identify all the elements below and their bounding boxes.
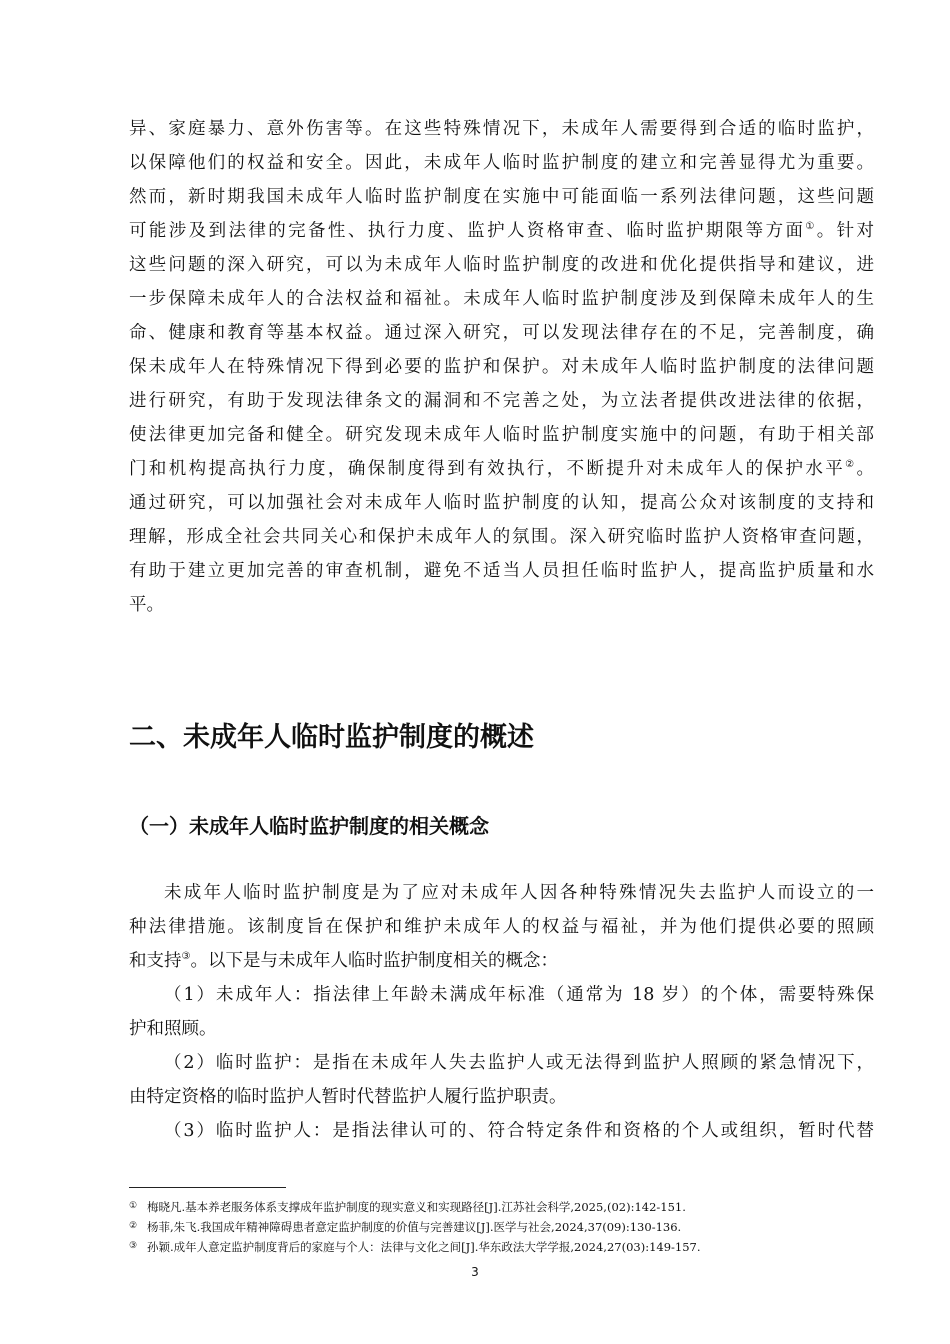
footnote-mark: ③	[129, 1241, 138, 1251]
footnote-ref-2[interactable]: ②	[845, 459, 857, 470]
line-text: 可能涉及到法律的完备性、执行力度、监护人资格审查、临时监护期限等方面	[129, 221, 806, 241]
section-heading: 二、未成年人临时监护制度的概述	[129, 722, 534, 753]
paragraph-line: 使法律更加完备和健全。研究发现未成年人临时监护制度实施中的问题，有助于相关部	[129, 425, 874, 445]
footnote-mark: ①	[129, 1201, 138, 1211]
line-text: 。以下是与未成年人临时监护制度相关的概念：	[190, 951, 558, 971]
paragraph-line: 未成年人临时监护制度是为了应对未成年人因各种特殊情况失去监护人而设立的一	[164, 883, 874, 903]
paragraph-line: 一步保障未成年人的合法权益和福祉。未成年人临时监护制度涉及到保障未成年人的生	[129, 289, 874, 309]
footnote-ref-1[interactable]: ①	[805, 221, 817, 232]
paragraph-line: 由特定资格的临时监护人暂时代替监护人履行监护职责。	[129, 1087, 567, 1107]
paragraph-line: 这些问题的深入研究，可以为未成年人临时监护制度的改进和优化提供指导和建议，进	[129, 255, 874, 275]
line-text: 。针对	[816, 221, 875, 241]
list-item: （2）临时监护：是指在未成年人失去监护人或无法得到监护人照顾的紧急情况下，	[164, 1053, 874, 1073]
footnote-text: 杨菲,朱飞.我国成年精神障碍患者意定监护制度的价值与完善建议[J].医学与社会,2024,37(09):130-136.	[147, 1220, 682, 1234]
paragraph-line	[129, 452, 874, 486]
paragraph-line: 进行研究，有助于发现法律条文的漏洞和不完善之处，为立法者提供改进法律的依据，	[129, 391, 874, 411]
footnote-mark: ②	[129, 1221, 138, 1231]
footnote-item	[129, 1216, 874, 1236]
page-number: 3	[471, 1265, 479, 1279]
subsection-heading: （一）未成年人临时监护制度的相关概念	[129, 814, 489, 838]
footnote-text: 梅晓凡.基本养老服务体系支撑成年监护制度的现实意义和实现路径[J].江苏社会科学,2025,(02):142-151.	[147, 1200, 686, 1214]
paragraph-line: 平。	[129, 595, 164, 615]
paragraph-line: 有助于建立更加完善的审查机制，避免不适当人员担任临时监护人，提高监护质量和水	[129, 561, 874, 581]
list-item: （3）临时监护人：是指法律认可的、符合特定条件和资格的个人或组织，暂时代替	[164, 1121, 874, 1141]
footnote-item	[129, 1236, 874, 1256]
line-text: 和支持	[129, 951, 182, 971]
line-text: 门和机构提高执行力度，确保制度得到有效执行，不断提升对未成年人的保护水平	[129, 459, 846, 479]
body-paragraph-1	[129, 112, 874, 622]
paragraph-line	[129, 214, 874, 248]
paragraph-line: 以保障他们的权益和安全。因此，未成年人临时监护制度的建立和完善显得尤为重要。	[129, 153, 874, 173]
paragraph-line: 理解，形成全社会共同关心和保护未成年人的氛围。深入研究临时监护人资格审查问题，	[129, 527, 874, 547]
line-text: 。	[856, 459, 874, 479]
footnote-separator	[129, 1187, 286, 1188]
paragraph-line: 命、健康和教育等基本权益。通过深入研究，可以发现法律存在的不足，完善制度，确	[129, 323, 874, 343]
paragraph-line: 种法律措施。该制度旨在保护和维护未成年人的权益与福祉，并为他们提供必要的照顾	[129, 917, 874, 937]
list-item: （1）未成年人：指法律上年龄未满成年标准（通常为 18 岁）的个体，需要特殊保	[164, 985, 874, 1005]
footnote-ref-3[interactable]: ③	[181, 951, 191, 962]
paragraph-line: 异、家庭暴力、意外伤害等。在这些特殊情况下，未成年人需要得到合适的临时监护，	[129, 119, 874, 139]
paragraph-line: 护和照顾。	[129, 1019, 217, 1039]
footnote-item	[129, 1196, 874, 1216]
paragraph-line: 然而，新时期我国未成年人临时监护制度在实施中可能面临一系列法律问题，这些问题	[129, 187, 874, 207]
footnote-text: 孙颖.成年人意定监护制度背后的家庭与个人：法律与文化之间[J].华东政法大学学报,2024,27(03):149-157.	[147, 1240, 701, 1254]
paragraph-line: 保未成年人在特殊情况下得到必要的监护和保护。对未成年人临时监护制度的法律问题	[129, 357, 874, 377]
paragraph-line: 通过研究，可以加强社会对未成年人临时监护制度的认知，提高公众对该制度的支持和	[129, 493, 874, 513]
body-paragraph-2	[129, 876, 874, 1148]
paragraph-line	[129, 944, 874, 978]
footnotes	[129, 1196, 874, 1256]
